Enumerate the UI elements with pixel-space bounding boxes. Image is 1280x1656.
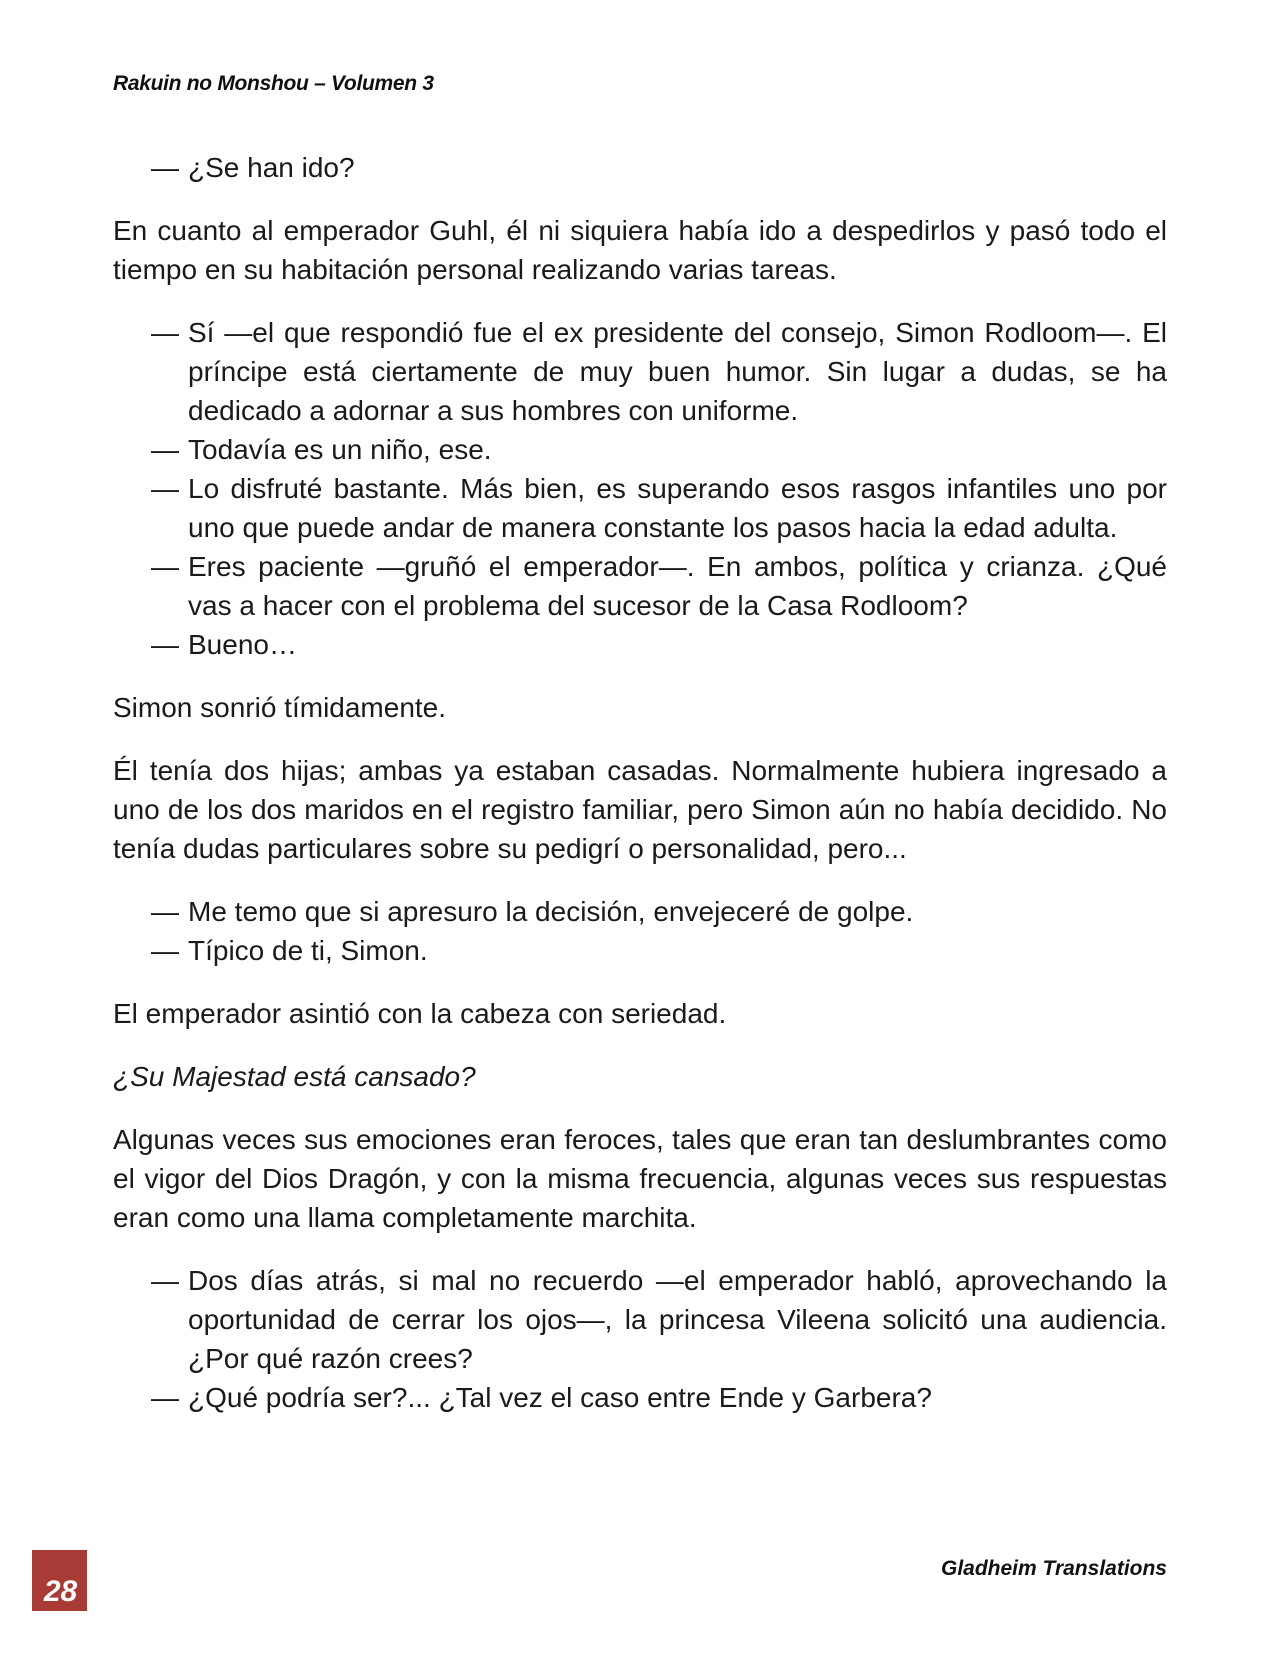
page-number: 28	[43, 1575, 78, 1608]
paragraph: El emperador asintió con la cabeza con seriedad.	[113, 998, 727, 1029]
dialogue-dash: —	[151, 152, 179, 183]
translator-credit: Gladheim Translations	[940, 1557, 1167, 1580]
dialogue-block	[113, 313, 1167, 664]
dialogue-dash: —	[151, 935, 179, 966]
dialogue-line: — Lo disfruté bastante. Más bien, es superando esos rasgos infantiles uno por uno que puede andar de manera constante los pasos hacia la edad adulta.	[113, 469, 1167, 547]
italic-thought: ¿Su Majestad está cansado?	[113, 1061, 476, 1092]
dialogue-line: — Me temo que si apresuro la decisión, envejeceré de golpe.	[113, 892, 1167, 931]
dialogue-dash: —	[151, 473, 179, 504]
dialogue-line: — Dos días atrás, si mal no recuerdo —el emperador habló, aprovechando la oportunidad de cerrar los ojos—, la princesa Vileena solicitó una audiencia. ¿Por qué razón crees?	[113, 1261, 1167, 1378]
dialogue-dash: —	[151, 896, 179, 927]
paragraph: Él tenía dos hijas; ambas ya estaban casadas. Normalmente hubiera ingresado a uno de los dos maridos en el registro familiar, pero Simon aún no había decidido. No tenía dudas particulares sobre su pedigrí o personalidad, pero...	[113, 755, 1167, 864]
dialogue-dash: —	[151, 1382, 179, 1413]
dialogue-block	[113, 892, 1167, 970]
page-body	[113, 148, 1167, 1441]
paragraph: Simon sonrió tímidamente.	[113, 692, 447, 723]
dialogue-dash: —	[151, 629, 179, 660]
dialogue-block	[113, 148, 1167, 187]
dialogue-line: — Sí —el que respondió fue el ex presidente del consejo, Simon Rodloom—. El príncipe está ciertamente de muy buen humor. Sin lugar a dudas, se ha dedicado a adornar a sus hombres con uniforme.	[113, 313, 1167, 430]
running-header: Rakuin no Monshou – Volumen 3	[113, 72, 434, 95]
dialogue-dash: —	[151, 317, 179, 348]
paragraph: En cuanto al emperador Guhl, él ni siquiera había ido a despedirlos y pasó todo el tiempo en su habitación personal realizando varias tareas.	[113, 215, 1167, 285]
paragraph: Algunas veces sus emociones eran feroces, tales que eran tan deslumbrantes como el vigor del Dios Dragón, y con la misma frecuencia, algunas veces sus respuestas eran como una llama completamente marchita.	[113, 1124, 1167, 1233]
dialogue-dash: —	[151, 551, 179, 582]
dialogue-line: — Eres paciente —gruñó el emperador—. En ambos, política y crianza. ¿Qué vas a hacer con el problema del sucesor de la Casa Rodloom?	[113, 547, 1167, 625]
page-number-underline	[32, 1611, 87, 1614]
dialogue-line: — ¿Qué podría ser?... ¿Tal vez el caso entre Ende y Garbera?	[113, 1378, 1167, 1417]
dialogue-block	[113, 1261, 1167, 1417]
dialogue-line: — Bueno…	[113, 625, 1167, 664]
dialogue-dash: —	[151, 434, 179, 465]
dialogue-line: — ¿Se han ido?	[113, 148, 1167, 187]
dialogue-dash: —	[151, 1265, 179, 1296]
dialogue-line: — Todavía es un niño, ese.	[113, 430, 1167, 469]
dialogue-line: — Típico de ti, Simon.	[113, 931, 1167, 970]
